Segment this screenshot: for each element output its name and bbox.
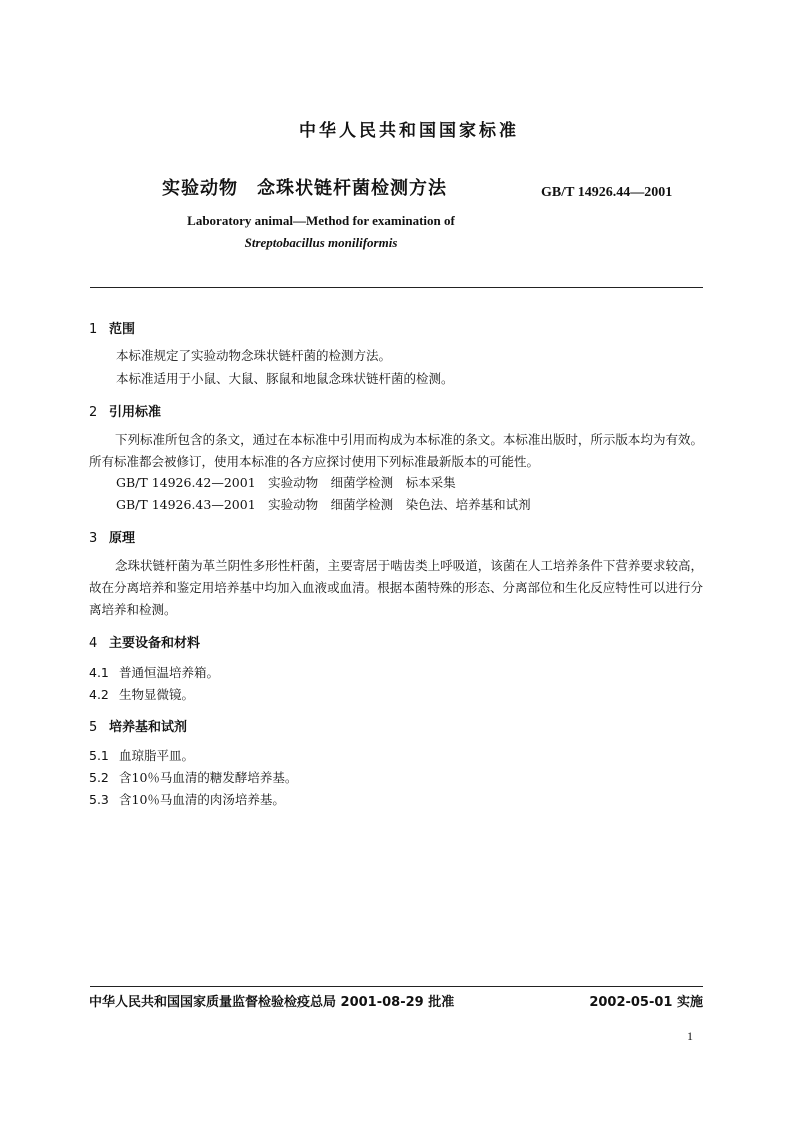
reference-item: GB/T 14926.43—2001 实验动物 细菌学检测 染色法、培养基和试剂 xyxy=(116,497,531,512)
item-number: 5.3 xyxy=(89,792,109,807)
item-text: 普通恒温培养箱。 xyxy=(119,665,220,680)
item-number: 4.1 xyxy=(89,665,109,680)
section-title: 原理 xyxy=(109,531,136,546)
section-heading-references xyxy=(89,401,161,420)
list-item xyxy=(89,685,194,703)
paragraph-line: 本标准规定了实验动物念珠状链杆菌的检测方法。 xyxy=(116,348,392,363)
list-item xyxy=(89,768,297,786)
item-number: 5.1 xyxy=(89,748,109,763)
list-item xyxy=(89,790,285,808)
item-text: 含10％马血清的肉汤培养基。 xyxy=(119,792,285,807)
section-heading-principle xyxy=(89,527,135,546)
item-text: 生物显微镜。 xyxy=(119,687,195,702)
section-title: 主要设备和材料 xyxy=(109,636,201,651)
document-title-en-species: Streptobacillus moniliformis xyxy=(244,235,398,250)
section-heading-media-reagents xyxy=(89,716,187,735)
list-item xyxy=(89,663,219,681)
approval-statement: 中华人民共和国国家质量监督检验检疫总局 2001-08-29 批准 xyxy=(89,995,455,1010)
section-title: 培养基和试剂 xyxy=(109,720,188,735)
footer-divider xyxy=(90,986,703,987)
section-heading-scope xyxy=(89,318,135,337)
standard-number xyxy=(541,184,672,201)
section-number: 3 xyxy=(89,531,98,546)
effective-date: 2002-05-01 实施 xyxy=(589,995,703,1010)
section-number: 1 xyxy=(89,322,98,337)
page-number: 1 xyxy=(687,1029,693,1043)
paragraph: 念珠状链杆菌为革兰阴性多形性杆菌，主要寄居于啮齿类上呼吸道，该菌在人工培养条件下营养要求较高，故在分离培养和鉴定用培养基中均加入血液或血清。根据本菌特殊的形态、分离部位和生化反应特性可以进行分离培养和检测。 xyxy=(89,558,703,617)
reference-item: GB/T 14926.42—2001 实验动物 细菌学检测 标本采集 xyxy=(116,475,456,490)
paragraph-line: 本标准适用于小鼠、大鼠、豚鼠和地鼠念珠状链杆菌的检测。 xyxy=(116,371,454,386)
list-item xyxy=(89,746,194,764)
item-number: 5.2 xyxy=(89,770,109,785)
section-title: 引用标准 xyxy=(109,405,162,420)
document-title-en: Laboratory animal—Method for examination of xyxy=(187,213,455,228)
standard-number-text: GB/T 14926.44—2001 xyxy=(541,185,673,200)
paragraph: 下列标准所包含的条文，通过在本标准中引用而构成为本标准的条文。本标准出版时，所示版本均为有效。所有标准都会被修订，使用本标准的各方应探讨使用下列标准最新版本的可能性。 xyxy=(89,432,703,469)
item-text: 血琼脂平皿。 xyxy=(119,748,195,763)
document-title-cn: 实验动物 念珠状链杆菌检测方法 xyxy=(162,178,447,199)
section-number: 4 xyxy=(89,636,98,651)
item-text: 含10％马血清的糖发酵培养基。 xyxy=(119,770,298,785)
section-number: 2 xyxy=(89,405,98,420)
item-number: 4.2 xyxy=(89,687,109,702)
national-standard-heading: 中华人民共和国国家标准 xyxy=(299,121,519,141)
section-title: 范围 xyxy=(109,322,136,337)
header-divider xyxy=(90,287,703,288)
section-heading-equipment xyxy=(89,632,200,651)
section-number: 5 xyxy=(89,720,98,735)
